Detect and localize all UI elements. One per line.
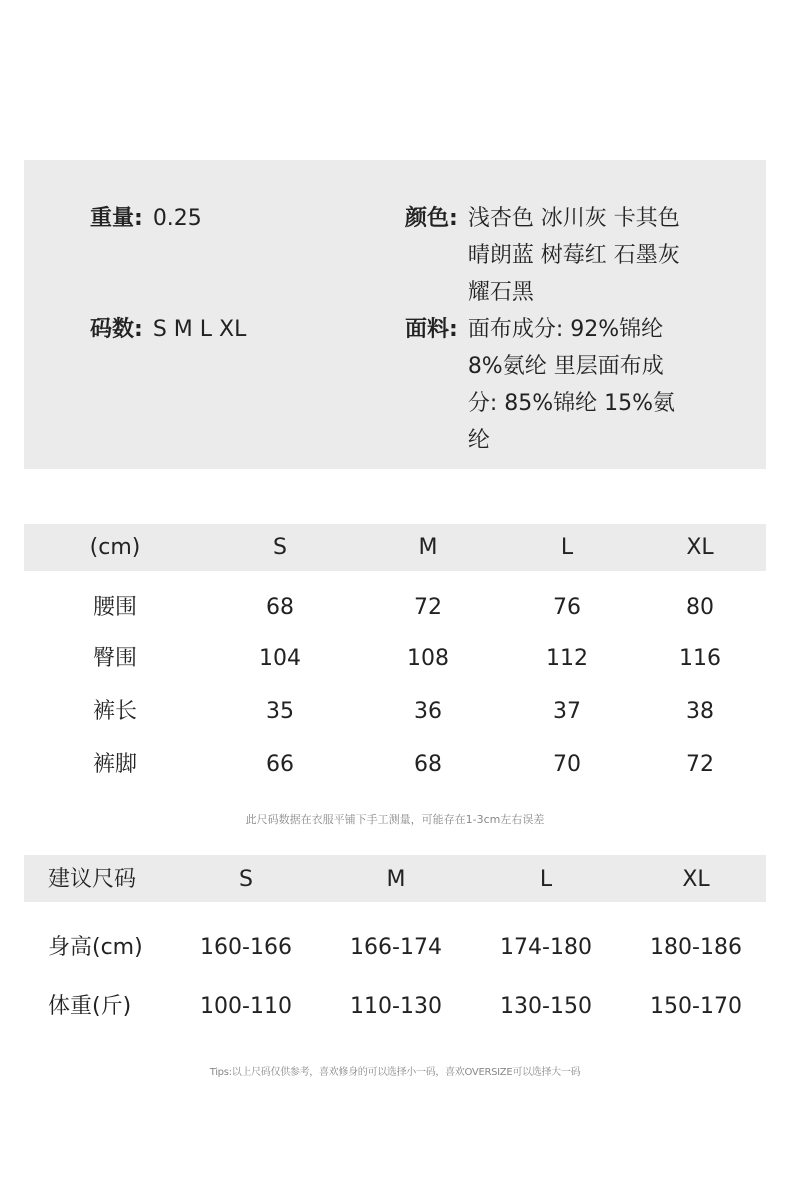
tips-note: Tips:以上尺码仅供参考，喜欢修身的可以选择小一码，喜欢OVERSIZE可以选择大一码 [209,1067,581,1078]
measure-cell: 70 [553,752,581,777]
measure-cell: 104 [259,646,301,671]
measure-cell: 37 [553,699,581,724]
measure-row-label: 裤长 [92,699,138,724]
measure-cell: 108 [407,646,449,671]
measure-cell: 76 [553,595,581,620]
weight-row [90,200,202,237]
measure-cell: 68 [414,752,442,777]
measure-header-size: L [560,535,574,560]
suggest-cell: 110-130 [350,994,442,1019]
measure-row-label: 腰围 [92,595,138,620]
suggest-cell: 160-166 [200,935,292,960]
measure-header-unit: (cm) [89,535,141,560]
measure-cell: 38 [686,699,714,724]
suggest-header-size: M [386,867,406,892]
measure-row-label: 裤脚 [92,752,138,777]
suggest-cell: 100-110 [200,994,292,1019]
suggest-header-size: L [539,867,553,892]
suggest-row-label: 身高(cm) [48,935,143,960]
measure-header-size: M [418,535,438,560]
color-label: 颜色: [405,206,458,231]
measure-cell: 36 [414,699,442,724]
measure-header-size: S [273,535,287,560]
suggest-cell: 166-174 [350,935,442,960]
measure-note: 此尺码数据在衣服平铺下手工测量，可能存在1-3cm左右误差 [245,813,545,826]
measure-cell: 68 [266,595,294,620]
suggest-cell: 180-186 [650,935,742,960]
measure-cell: 66 [266,752,294,777]
measure-row-label: 臀围 [92,646,138,671]
suggest-header-size: S [239,867,253,892]
measure-cell: 116 [679,646,721,671]
size-value: S M L XL [152,317,247,342]
weight-value: 0.25 [152,206,202,231]
measure-header-size: XL [686,535,714,560]
product-info-panel [24,160,766,469]
fabric-label: 面料: [405,317,458,342]
suggest-row-label: 体重(斤) [48,994,132,1019]
fabric-row [405,311,690,459]
measure-cell: 35 [266,699,294,724]
size-row [90,311,246,348]
measure-cell: 72 [686,752,714,777]
color-row [405,200,700,311]
weight-label: 重量: [90,206,143,231]
size-label: 码数: [90,317,143,342]
suggest-cell: 174-180 [500,935,592,960]
suggest-header-label: 建议尺码 [48,867,137,892]
measure-cell: 72 [414,595,442,620]
suggest-cell: 150-170 [650,994,742,1019]
fabric-value: 面布成分: 92%锦纶 8%氨纶 里层面布成分: 85%锦纶 15%氨纶 [467,317,676,453]
color-value: 浅杏色 冰川灰 卡其色 晴朗蓝 树莓红 石墨灰 耀石黑 [467,206,680,305]
suggest-cell: 130-150 [500,994,592,1019]
measure-cell: 80 [686,595,714,620]
measure-cell: 112 [546,646,588,671]
suggest-header-size: XL [682,867,710,892]
